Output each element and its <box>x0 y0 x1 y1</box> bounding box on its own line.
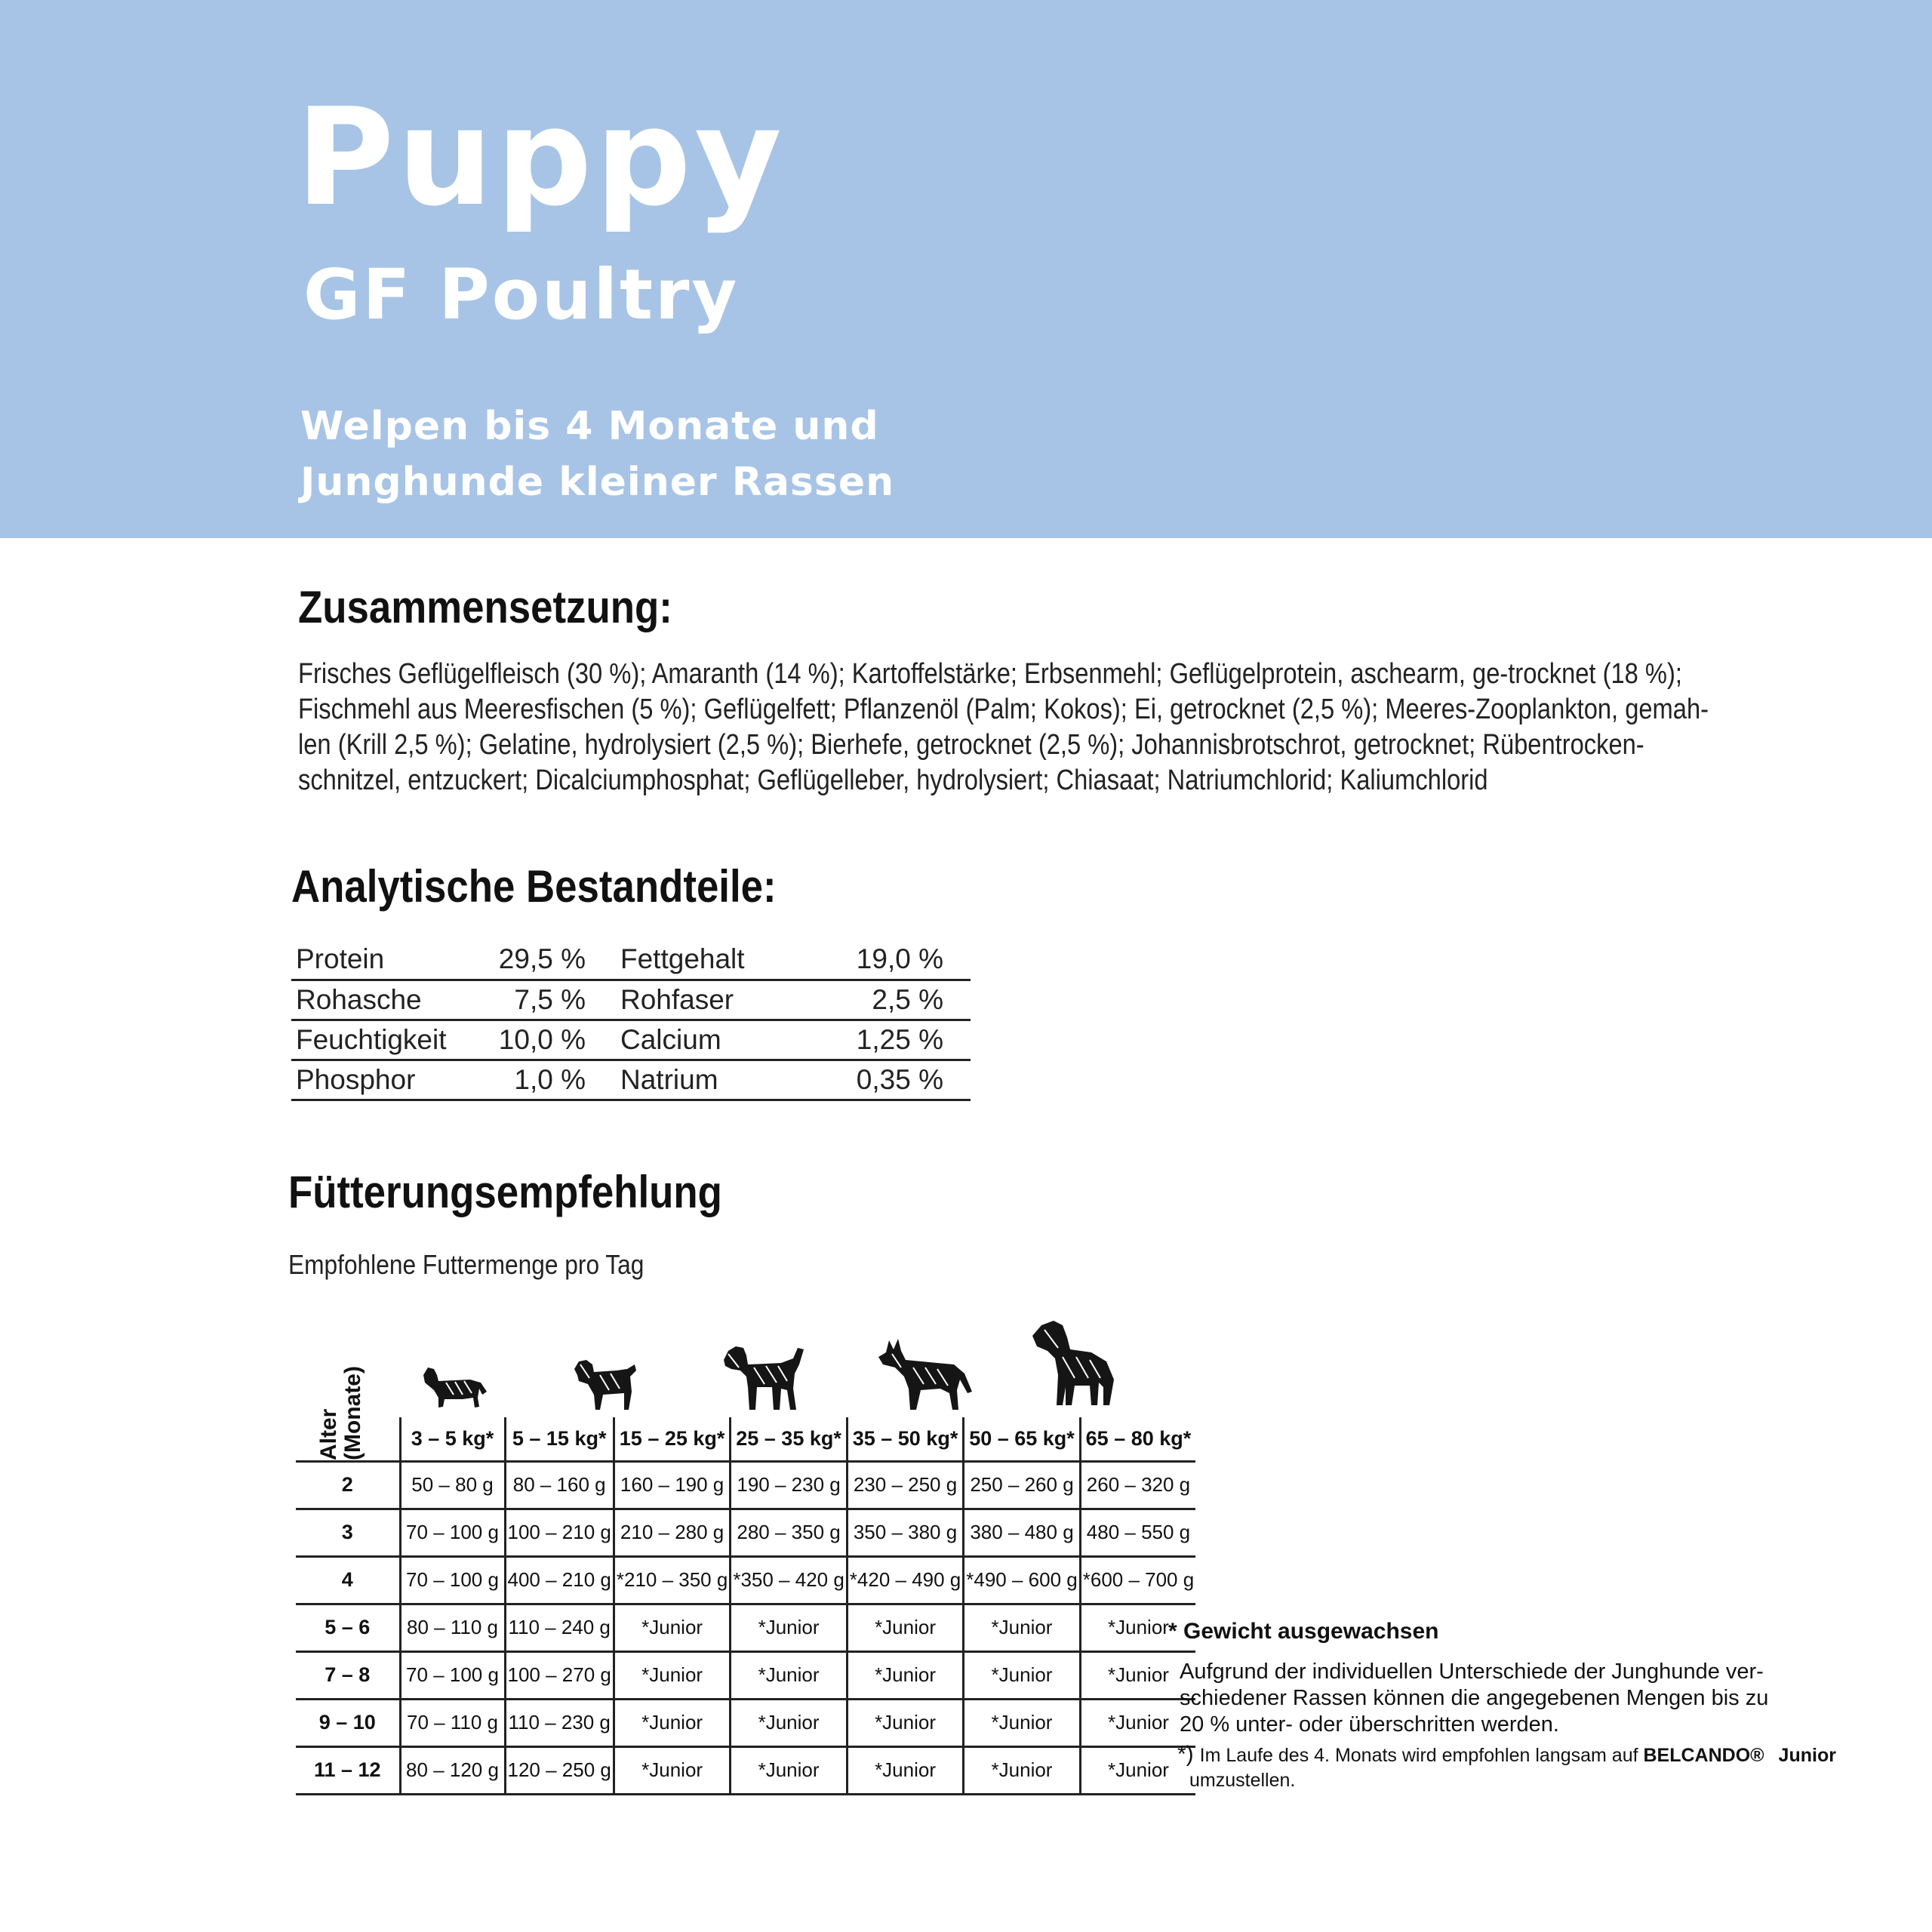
composition-line: len (Krill 2,5 %); Gelatine, hydrolysiert (2,5 %); Bierhefe, getrocknet (2,5 %); Johannisbrotschrot, getrocknet; Rübentrocken- <box>298 729 1644 761</box>
brand-name: BELCANDO® <box>1643 1745 1764 1766</box>
amount-cell: 160 – 190 g <box>614 1461 730 1509</box>
product-subtitle: GF Poultry <box>303 254 740 335</box>
weight-column-header: 5 – 15 kg* <box>505 1417 614 1461</box>
amount-cell: 50 – 80 g <box>400 1461 505 1509</box>
variance-line: 20 % unter- oder überschritten werden. <box>1180 1712 1559 1737</box>
amount-cell: 70 – 100 g <box>400 1509 505 1556</box>
analytics-label: Rohfaser <box>616 980 804 1020</box>
amount-cell: *Junior <box>731 1746 847 1794</box>
amount-cell: *Junior <box>614 1604 730 1651</box>
amount-cell: 190 – 230 g <box>731 1461 847 1509</box>
table-row <box>291 940 971 980</box>
composition-line: Fischmehl aus Meeresfischen (5 %); Geflügelfett; Pflanzenöl (Palm; Kokos); Ei, getrocknet (2,5 %); Meeres-Zooplankton, gemah- <box>298 694 1709 725</box>
amount-cell: *210 – 350 g <box>614 1556 730 1604</box>
product-title: Puppy <box>296 79 786 235</box>
table-row <box>296 1746 1195 1794</box>
amount-cell: 100 – 210 g <box>505 1509 614 1556</box>
wolfhound-icon <box>1028 1315 1118 1408</box>
amount-cell: *420 – 490 g <box>847 1556 963 1604</box>
amount-cell: *Junior <box>847 1699 963 1746</box>
table-row <box>296 1604 1195 1651</box>
analytics-label: Fettgehalt <box>616 940 804 980</box>
age-cell: 7 – 8 <box>296 1651 400 1699</box>
shepherd-icon <box>875 1334 974 1413</box>
amount-cell: 100 – 270 g <box>505 1651 614 1699</box>
analytics-table <box>291 940 971 1101</box>
analytics-value: 10,0 % <box>480 1020 616 1060</box>
age-cell: 4 <box>296 1556 400 1604</box>
variance-note <box>1180 1659 1768 1738</box>
analytics-value: 2,5 % <box>804 980 971 1020</box>
age-header-line: (Monate) <box>340 1366 365 1460</box>
amount-cell: *Junior <box>614 1699 730 1746</box>
amount-cell: *Junior <box>731 1604 847 1651</box>
amount-cell: *350 – 420 g <box>731 1556 847 1604</box>
analytics-label: Rohasche <box>291 980 480 1020</box>
amount-cell: *Junior <box>964 1699 1080 1746</box>
composition-line: schnitzel, entzuckert; Dicalciumphosphat; Geflügelleber, hydrolysiert; Chiasaat; Natriumchlorid; Kaliumchlorid <box>298 764 1488 796</box>
table-row <box>296 1509 1195 1556</box>
product-name: Junior <box>1778 1745 1836 1766</box>
amount-cell: *Junior <box>1080 1699 1195 1746</box>
composition-heading: Zusammensetzung: <box>298 582 672 632</box>
weight-column-header: 15 – 25 kg* <box>614 1417 730 1461</box>
amount-cell: *Junior <box>847 1746 963 1794</box>
analytics-label: Feuchtigkeit <box>291 1020 480 1060</box>
amount-cell: 400 – 210 g <box>505 1556 614 1604</box>
amount-cell: *Junior <box>614 1746 730 1794</box>
amount-cell: 230 – 250 g <box>847 1461 963 1509</box>
composition-text <box>298 657 1792 798</box>
amount-cell: *Junior <box>1080 1604 1195 1651</box>
analytics-value: 7,5 % <box>480 980 616 1020</box>
amount-cell: 120 – 250 g <box>505 1746 614 1794</box>
junior-footnote-text: Im Laufe des 4. Monats wird empfohlen langsam auf <box>1199 1745 1638 1766</box>
amount-cell: 110 – 230 g <box>505 1699 614 1746</box>
composition-line: Frisches Geflügelfleisch (30 %); Amaranth (14 %); Kartoffelstärke; Erbsenmehl; Geflügelprotein, aschearm, ge-trocknet (18 %); <box>298 658 1682 690</box>
table-header-row <box>296 1417 1195 1461</box>
amount-cell: *Junior <box>1080 1746 1195 1794</box>
age-cell: 5 – 6 <box>296 1604 400 1651</box>
amount-cell: 80 – 120 g <box>400 1746 505 1794</box>
analytics-value: 29,5 % <box>480 940 616 980</box>
table-row <box>291 980 971 1020</box>
amount-cell: *Junior <box>847 1604 963 1651</box>
table-row <box>296 1699 1195 1746</box>
analytics-label: Phosphor <box>291 1060 480 1100</box>
amount-cell: 80 – 110 g <box>400 1604 505 1651</box>
junior-footnote <box>1177 1742 1836 1793</box>
table-row <box>291 1060 971 1100</box>
age-cell: 2 <box>296 1461 400 1509</box>
table-row <box>296 1461 1195 1509</box>
table-row <box>296 1556 1195 1604</box>
amount-cell: *Junior <box>1080 1651 1195 1699</box>
amount-cell: 70 – 110 g <box>400 1699 505 1746</box>
amount-cell: *Junior <box>964 1746 1080 1794</box>
dachshund-icon <box>417 1364 489 1411</box>
amount-cell: 210 – 280 g <box>614 1509 730 1556</box>
weight-column-header: 50 – 65 kg* <box>964 1417 1080 1461</box>
analytics-label: Calcium <box>616 1020 804 1060</box>
analytics-label: Protein <box>291 940 480 980</box>
amount-cell: *Junior <box>731 1651 847 1699</box>
analytics-heading: Analytische Bestandteile: <box>291 861 777 912</box>
table-row <box>291 1020 971 1060</box>
junior-footnote-text-2: umzustellen. <box>1189 1770 1296 1791</box>
amount-cell: *Junior <box>731 1699 847 1746</box>
age-header-line: Alter <box>316 1408 341 1460</box>
amount-cell: 480 – 550 g <box>1080 1509 1195 1556</box>
age-column-spacer <box>296 1417 400 1461</box>
feeding-heading: Fütterungsempfehlung <box>288 1167 722 1217</box>
amount-cell: 350 – 380 g <box>847 1509 963 1556</box>
weight-column-header: 35 – 50 kg* <box>847 1417 963 1461</box>
variance-line: Aufgrund der individuellen Unterschiede der Junghunde ver- <box>1180 1660 1764 1684</box>
amount-cell: 380 – 480 g <box>964 1509 1080 1556</box>
amount-cell: 280 – 350 g <box>731 1509 847 1556</box>
amount-cell: *600 – 700 g <box>1080 1556 1195 1604</box>
weight-column-header: 25 – 35 kg* <box>731 1417 847 1461</box>
amount-cell: *Junior <box>847 1651 963 1699</box>
analytics-value: 1,25 % <box>804 1020 971 1060</box>
tagline-line: Welpen bis 4 Monate und <box>300 404 879 449</box>
tagline-line: Junghunde kleiner Rassen <box>300 460 895 505</box>
amount-cell: *Junior <box>964 1651 1080 1699</box>
amount-cell: 80 – 160 g <box>505 1461 614 1509</box>
amount-cell: 70 – 100 g <box>400 1556 505 1604</box>
amount-cell: 260 – 320 g <box>1080 1461 1195 1509</box>
asterisk-mark: *) <box>1177 1742 1194 1767</box>
weight-column-header: 65 – 80 kg* <box>1080 1417 1195 1461</box>
terrier-icon <box>721 1343 805 1413</box>
age-cell: 9 – 10 <box>296 1699 400 1746</box>
age-cell: 3 <box>296 1509 400 1556</box>
amount-cell: *490 – 600 g <box>964 1556 1080 1604</box>
amount-cell: 250 – 260 g <box>964 1461 1080 1509</box>
product-tagline <box>300 398 894 510</box>
feeding-subheading: Empfohlene Futtermenge pro Tag <box>288 1249 645 1280</box>
variance-line: schiedener Rassen können die angegebenen Mengen bis zu <box>1180 1686 1769 1710</box>
header-banner <box>0 0 1932 538</box>
spaniel-icon <box>570 1357 638 1413</box>
feeding-table <box>296 1417 1195 1795</box>
analytics-value: 19,0 % <box>804 940 971 980</box>
analytics-value: 0,35 % <box>804 1060 971 1100</box>
age-cell: 11 – 12 <box>296 1746 400 1794</box>
amount-cell: 70 – 100 g <box>400 1651 505 1699</box>
table-row <box>296 1651 1195 1699</box>
weight-column-header: 3 – 5 kg* <box>400 1417 505 1461</box>
amount-cell: *Junior <box>964 1604 1080 1651</box>
amount-cell: 110 – 240 g <box>505 1604 614 1651</box>
amount-cell: *Junior <box>614 1651 730 1699</box>
analytics-value: 1,0 % <box>480 1060 616 1100</box>
weight-footnote: * Gewicht ausgewachsen <box>1168 1619 1439 1644</box>
analytics-label: Natrium <box>616 1060 804 1100</box>
